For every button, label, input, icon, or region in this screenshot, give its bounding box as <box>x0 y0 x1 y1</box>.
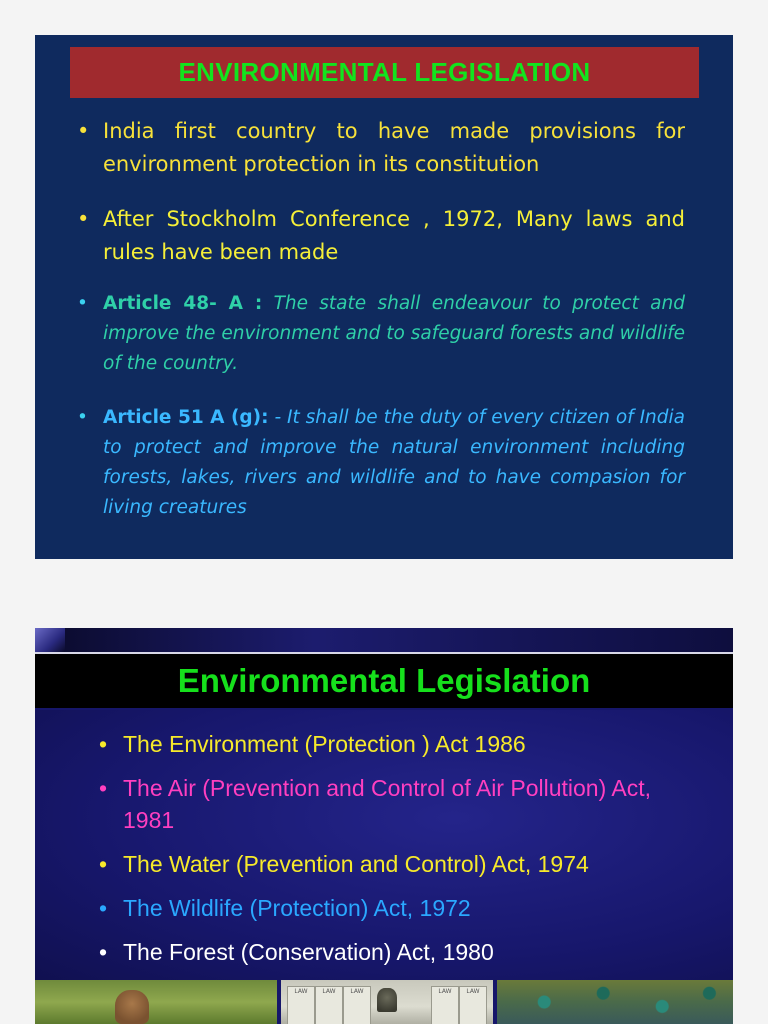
bullet-icon: • <box>77 119 90 143</box>
list-item <box>99 892 699 924</box>
list-item-article-48a <box>77 289 685 379</box>
slide2-acts-list <box>99 728 699 980</box>
deer-icon <box>115 990 149 1024</box>
slide1-bullet-list <box>77 115 685 523</box>
list-item <box>77 115 685 181</box>
slide2-title: Environmental Legislation <box>177 662 591 699</box>
bullet-icon: • <box>99 851 108 877</box>
peacock-photo <box>497 980 733 1024</box>
bullet-icon: • <box>99 731 108 757</box>
bullet-icon: • <box>99 895 108 921</box>
bullet-icon: • <box>99 775 108 801</box>
item-text: After Stockholm Conference , 1972, Many laws and rules have been made <box>103 207 685 264</box>
slide-environmental-legislation-constitution <box>35 35 733 559</box>
list-item <box>99 772 699 836</box>
law-book-icon: LAW <box>431 986 459 1024</box>
law-book-icon: LAW <box>315 986 343 1024</box>
list-item <box>77 203 685 269</box>
national-emblem-icon <box>377 988 397 1012</box>
act-name: The Environment (Protection ) Act 1986 <box>123 731 526 757</box>
law-book-icon: LAW <box>459 986 487 1024</box>
item-text: India first country to have made provisions for environment protection in its constitution <box>103 119 685 176</box>
slide1-title: ENVIRONMENTAL LEGISLATION <box>178 57 591 87</box>
list-item <box>99 848 699 880</box>
act-name: The Wildlife (Protection) Act, 1972 <box>123 895 471 921</box>
act-name: The Forest (Conservation) Act, 1980 <box>123 939 494 965</box>
article-heading: Article 51 A (g): <box>103 407 269 428</box>
article-text: - It shall be the duty of every citizen of India to protect and improve the natural environment including forests, lakes, rivers and wildlife and to have compasion for living creatures <box>103 407 685 518</box>
law-books-photo <box>281 980 493 1024</box>
bullet-icon: • <box>77 407 88 428</box>
slide-environmental-legislation-acts <box>35 628 733 1024</box>
bullet-icon: • <box>77 293 88 314</box>
corner-decoration <box>35 628 65 652</box>
deer-photo <box>35 980 277 1024</box>
slide2-top-strip <box>35 628 733 652</box>
act-name: The Water (Prevention and Control) Act, 1974 <box>123 851 589 877</box>
list-item <box>99 936 699 968</box>
bullet-icon: • <box>77 207 90 231</box>
law-book-icon: LAW <box>343 986 371 1024</box>
slide2-title-bar <box>35 652 733 708</box>
article-text: The state shall endeavour to protect and improve the environment and to safeguard forests and wildlife of the country. <box>103 293 685 374</box>
slide1-title-bar <box>70 47 699 98</box>
law-book-icon: LAW <box>287 986 315 1024</box>
photo-strip <box>35 980 733 1024</box>
act-name: The Air (Prevention and Control of Air Pollution) Act, 1981 <box>123 775 651 833</box>
bullet-icon: • <box>99 939 108 965</box>
article-heading: Article 48- A : <box>103 293 263 314</box>
list-item-article-51a <box>77 403 685 523</box>
list-item <box>99 728 699 760</box>
